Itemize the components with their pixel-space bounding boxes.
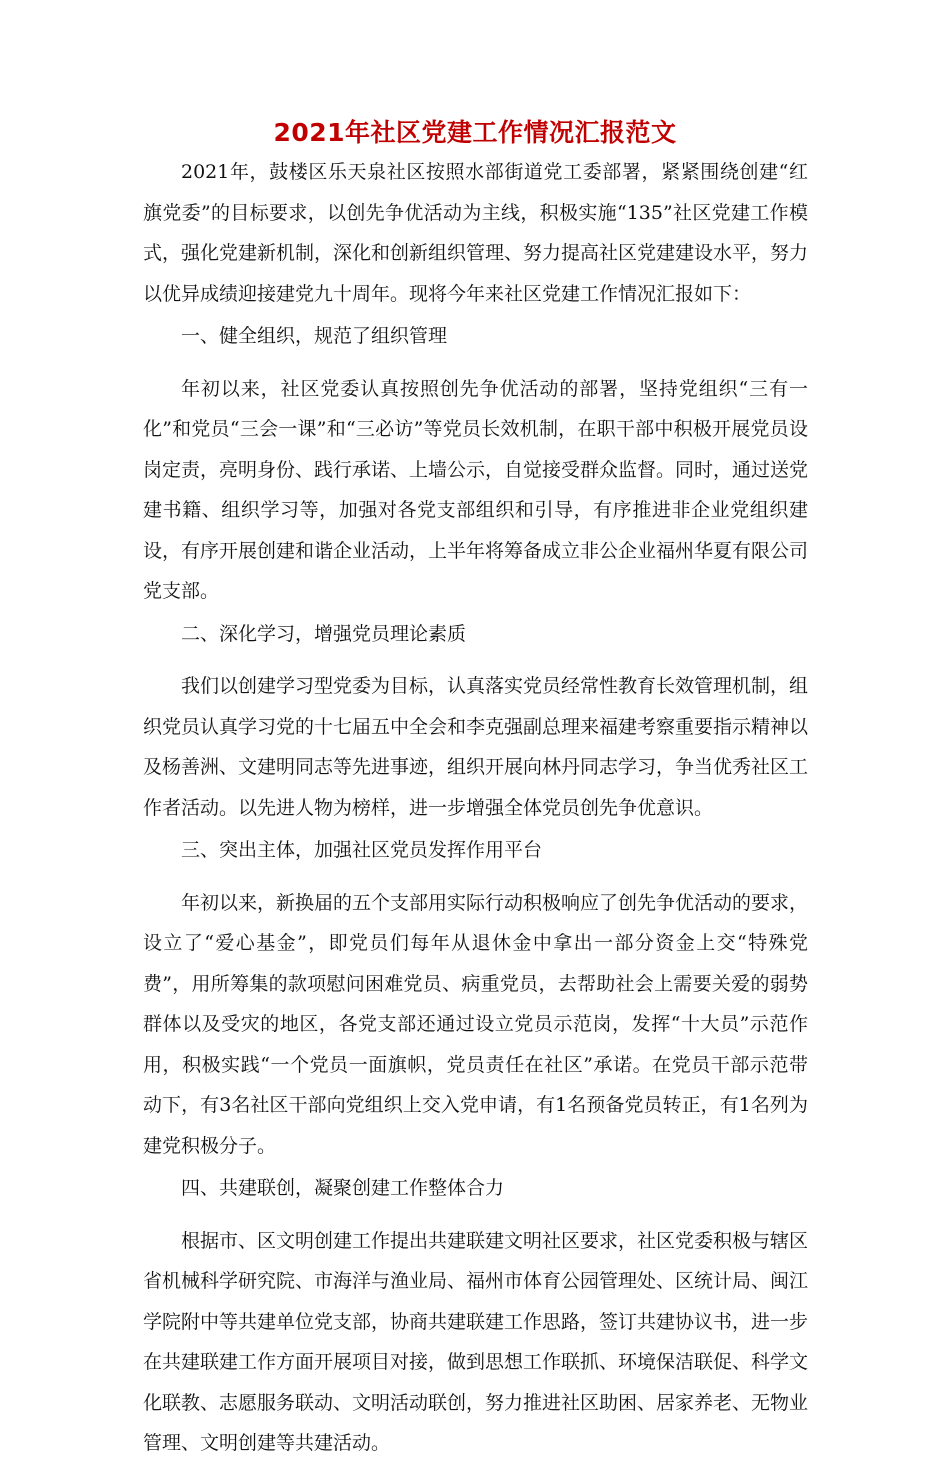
section-heading-4: 四、共建联创，凝聚创建工作整体合力 xyxy=(181,1177,505,1199)
section-heading-2: 二、深化学习，增强党员理论素质 xyxy=(181,622,467,645)
document-body xyxy=(143,152,808,1464)
section-paragraph-1: 年初以来，社区党委认真按照创先争优活动的部署，坚持党组织“三有一化”和党员“三会一课”和“三必访”等党员长效机制，在职干部中积极开展党员设岗定责，亮明身份、践行承诺、上墙公示，自觉接受群众监督。同时，通过送党建书籍、组织学习等，加强对各党支部组织和引导，有序推进非企业党组织建设，有序开展创建和谐企业活动，上半年将筹备成立非公企业福州华夏有限公司党支部。 xyxy=(143,377,809,602)
section-heading-3: 三、突出主体，加强社区党员发挥作用平台 xyxy=(181,839,543,861)
section-heading-1: 一、健全组织，规范了组织管理 xyxy=(181,325,448,347)
document-title: 2021年社区党建工作情况汇报范文 xyxy=(273,118,677,147)
section-paragraph-3: 年初以来，新换届的五个支部用实际行动积极响应了创先争优活动的要求，设立了“爱心基金”，即党员们每年从退休金中拿出一部分资金上交“特殊党费”，用所筹集的款项慰问困难党员、病重党员，去帮助社会上需要关爱的弱势群体以及受灾的地区，各党支部还通过设立党员示范岗，发挥“十大员”示范作用，积极实践“一个党员一面旗帜，党员责任在社区”承诺。在党员干部示范带动下，有3名社区干部向党组织上交入党申请，有1名预备党员转正，有1名列为建党积极分子。 xyxy=(143,891,809,1157)
section-paragraph-4: 根据市、区文明创建工作提出共建联建文明社区要求，社区党委积极与辖区省机械科学研究院、市海洋与渔业局、福州市体育公园管理处、区统计局、闽江学院附中等共建单位党支部，协商共建联建工作思路，签订共建协议书，进一步在共建联建工作方面开展项目对接，做到思想工作联抓、环境保洁联促、科学文化联教、志愿服务联动、文明活动联创，努力推进社区助困、居家养老、无物业管理、文明创建等共建活动。 xyxy=(143,1229,809,1454)
section-paragraph-2: 我们以创建学习型党委为目标，认真落实党员经常性教育长效管理机制，组织党员认真学习党的十七届五中全会和李克强副总理来福建考察重要指示精神以及杨善洲、文建明同志等先进事迹，组织开展向林丹同志学习，争当优秀社区工作者活动。以先进人物为榜样，进一步增强全体党员创先争优意识。 xyxy=(143,675,809,819)
intro-paragraph: 2021年，鼓楼区乐天泉社区按照水部街道党工委部署，紧紧围绕创建“红旗党委”的目标要求，以创先争优活动为主线，积极实施“135”社区党建工作模式，强化党建新机制，深化和创新组织管理、努力提高社区党建建设水平，努力以优异成绩迎接建党九十周年。现将今年来社区党建工作情况汇报如下： xyxy=(143,161,809,305)
